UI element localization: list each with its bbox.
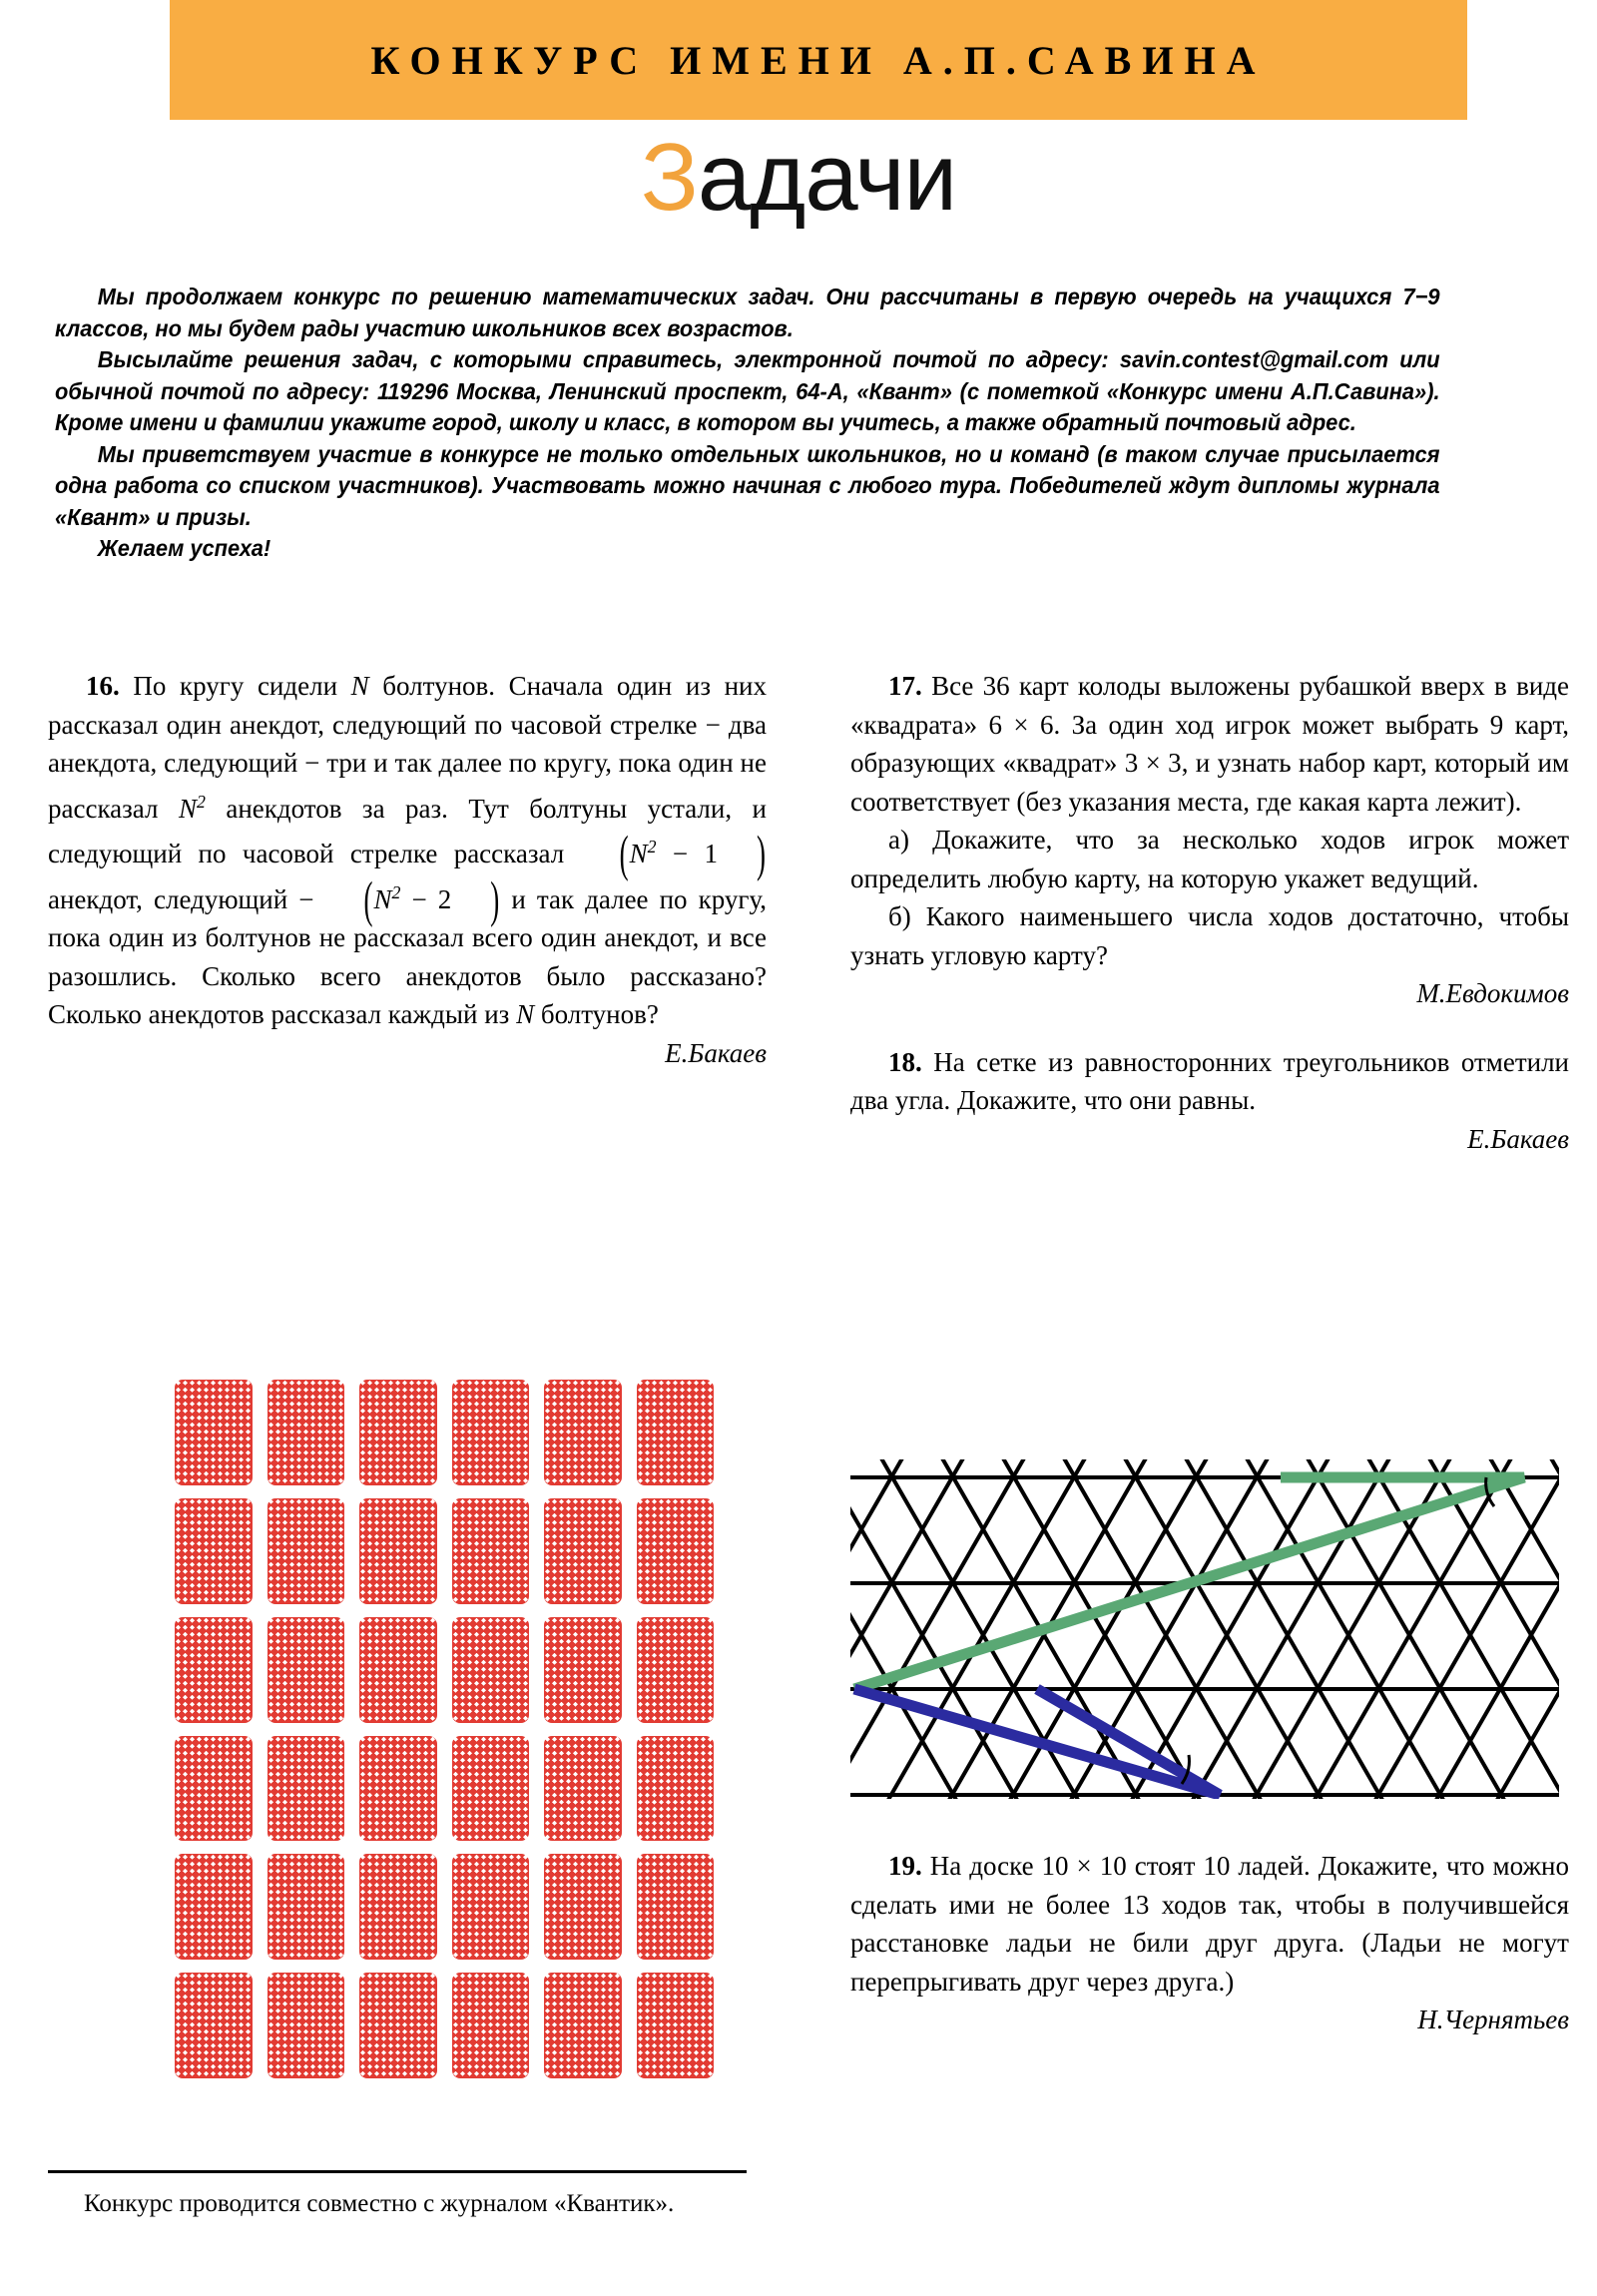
card-back (452, 1617, 530, 1723)
problem-16-expr-3-sup: 2 (391, 881, 401, 902)
problem-16-text-b: болтунов. Сначала один из них рассказал один анекдот, следующий по часовой стрелке − два анекдота, следующий − три и так далее по кругу, пока один не рассказал (48, 671, 767, 824)
card-back (452, 1973, 530, 2078)
section-banner (170, 0, 1467, 120)
card-back (637, 1973, 715, 2078)
card-back (267, 1617, 345, 1723)
column-right-lower (850, 1847, 1569, 2039)
lattice-svg (850, 1459, 1559, 1799)
lattice-diagonal-lines-left (850, 1459, 1559, 1799)
card-back (452, 1380, 530, 1485)
problem-19 (850, 1847, 1569, 2001)
intro-paragraph-2: Высылайте решения задач, с которыми справитесь, электронной почтой по адресу: savin.contest@gmail.com или обычной почтой по адресу: 119296 Москва, Ленинский проспект, 64-А, «Квант» (с пометкой «Конкурс имени А.П.Савина»). Кроме имени и фамилии укажите город, школу и класс, в котором вы учитесь, а также обратный почтовый адрес. (55, 346, 1440, 435)
problem-16-expr-1-sup: 2 (196, 791, 206, 812)
card-back (359, 1736, 437, 1842)
problem-17-author: М.Евдокимов (1416, 978, 1569, 1008)
card-back (359, 1498, 437, 1604)
card-back (267, 1498, 345, 1604)
paren-close-icon: ) (490, 869, 500, 927)
lattice-diagonal-lines-right (850, 1459, 1559, 1799)
problem-19-text-b: стоят 10 ладей. Докажите, что можно сделать ими не более 13 ходов так, чтобы в получившейся расстановке ладьи не били друг друга. (Ладьи не могут перепрыгивать друг через друга.) (850, 1851, 1570, 1997)
card-back (544, 1617, 622, 1723)
problem-17-text-b: . За один ход игрок может выбрать 9 карт, образующих «квадрат» (850, 709, 1569, 778)
card-back (452, 1498, 530, 1604)
problem-17 (850, 667, 1569, 821)
card-back (544, 1380, 622, 1485)
problem-16-expr-3 (325, 869, 501, 927)
problem-16-author: Е.Бакаев (665, 1037, 767, 1068)
problem-16-text-a: По кругу сидели (133, 671, 351, 701)
problem-18-number: 18. (888, 1046, 922, 1077)
problem-17-expr-1: 6 × 6 (988, 709, 1054, 740)
problem-16-text-e: и так далее по кругу, пока один из болтунов не рассказал всего один анекдот, и все разошлись. Сколько всего анекдотов было рассказано? Сколько анекдотов рассказал каждый из (48, 883, 767, 1029)
footnote (48, 2170, 767, 2221)
paren-close-icon: ) (757, 825, 767, 882)
page-title-initial: З (640, 124, 698, 231)
lattice-horizontal-lines (850, 1477, 1559, 1795)
problem-19-author: Н.Чернятьев (1417, 2005, 1569, 2034)
intro-paragraph-3: Мы приветствуем участие в конкурсе не только отдельных школьников, но и команд (в таком случае присылается одна работа со списком участников). Участвовать можно начиная с любого тура. Победителей ждут дипломы журнала «Квант» и призы. (55, 440, 1440, 530)
paren-open-icon: ( (619, 825, 629, 882)
problem-19-expr-1: 10 × 10 (1041, 1851, 1127, 1881)
problem-16-text-c: анекдотов за раз. Тут болтуны устали, и следующий по часовой стрелке рассказал (48, 793, 767, 868)
intro-block (55, 282, 1440, 565)
card-back (452, 1854, 530, 1960)
problem-18-author: Е.Бакаев (1467, 1123, 1569, 1154)
problem-16-var-1: N (350, 671, 369, 701)
problem-16-expr-1-base: N (178, 793, 197, 824)
card-back (544, 1498, 622, 1604)
page-title-rest: адачи (697, 124, 957, 231)
card-back (544, 1736, 622, 1842)
spacer (850, 1013, 1569, 1043)
card-back (637, 1498, 715, 1604)
column-right (850, 667, 1569, 1158)
card-back (359, 1973, 437, 2078)
card-back (544, 1973, 622, 2078)
card-back (175, 1617, 253, 1723)
card-back (175, 1736, 253, 1842)
card-back (359, 1617, 437, 1723)
problem-17-text-c: , и узнать набор карт, который им соответствует (без указания места, где какая карта лежит). (850, 748, 1569, 817)
page-title (0, 124, 1597, 231)
problem-16-expr-2-tail: − 1 (672, 839, 719, 868)
problem-19-text-a: На доске (929, 1851, 1042, 1881)
problem-17-part-a: а) Докажите, что за несколько ходов игрок может определить любую карту, на которую укажет ведущий. (850, 825, 1569, 893)
footnote-divider (48, 2170, 747, 2173)
card-back (175, 1854, 253, 1960)
card-back (267, 1380, 345, 1485)
card-back (452, 1736, 530, 1842)
problem-16-expr-2-sup: 2 (647, 837, 657, 857)
problem-16-expr-3-tail: − 2 (411, 883, 452, 914)
column-left (48, 667, 767, 1072)
problem-18-text: На сетке из равносторонних треугольников отметили два угла. Докажите, что они равны. (850, 1046, 1570, 1115)
card-back (637, 1380, 715, 1485)
problem-16-var-2: N (516, 999, 535, 1029)
problem-16 (48, 667, 767, 1034)
intro-paragraph-4: Желаем успеха! (97, 535, 271, 561)
card-back (359, 1854, 437, 1960)
problem-17-text-a: Все 36 карт колоды выложены рубашкой вверх в виде «квадрата» (850, 671, 1569, 740)
card-back (359, 1380, 437, 1485)
card-back (637, 1617, 715, 1723)
problem-16-expr-2 (581, 825, 767, 882)
problem-16-expr-1 (178, 791, 206, 824)
card-back (637, 1736, 715, 1842)
card-back (544, 1854, 622, 1960)
problem-17-number: 17. (888, 671, 922, 701)
card-back (175, 1973, 253, 2078)
problem-16-text-f: болтунов? (534, 999, 659, 1029)
problem-16-expr-2-base: N (629, 839, 648, 868)
problem-17-part-b: б) Какого наименьшего числа ходов достаточно, чтобы узнать угловую карту? (850, 901, 1569, 970)
figure-triangular-lattice (850, 1459, 1559, 1799)
problem-16-number: 16. (86, 671, 120, 701)
paren-open-icon: ( (363, 869, 373, 927)
card-back (267, 1973, 345, 2078)
banner-title: КОНКУРС ИМЕНИ А.П.САВИНА (370, 37, 1267, 83)
problem-18 (850, 1043, 1569, 1120)
card-back (267, 1736, 345, 1842)
lattice-grid (850, 1459, 1559, 1799)
problem-16-text-d: анекдот, следующий − (48, 883, 325, 914)
figure-card-grid (175, 1380, 714, 2078)
card-back (175, 1380, 253, 1485)
problem-16-expr-3-base: N (373, 883, 392, 914)
intro-paragraph-1: Мы продолжаем конкурс по решению математических задач. Они рассчитаны в первую очередь на учащихся 7−9 классов, но мы будем рады участию школьников всех возрастов. (55, 284, 1440, 341)
problem-19-number: 19. (888, 1851, 922, 1881)
card-back (267, 1854, 345, 1960)
card-back (637, 1854, 715, 1960)
problem-17-expr-2: 3 × 3 (1124, 748, 1182, 778)
card-back (175, 1498, 253, 1604)
footnote-text: Конкурс проводится совместно с журналом «Квантик». (84, 2190, 675, 2217)
